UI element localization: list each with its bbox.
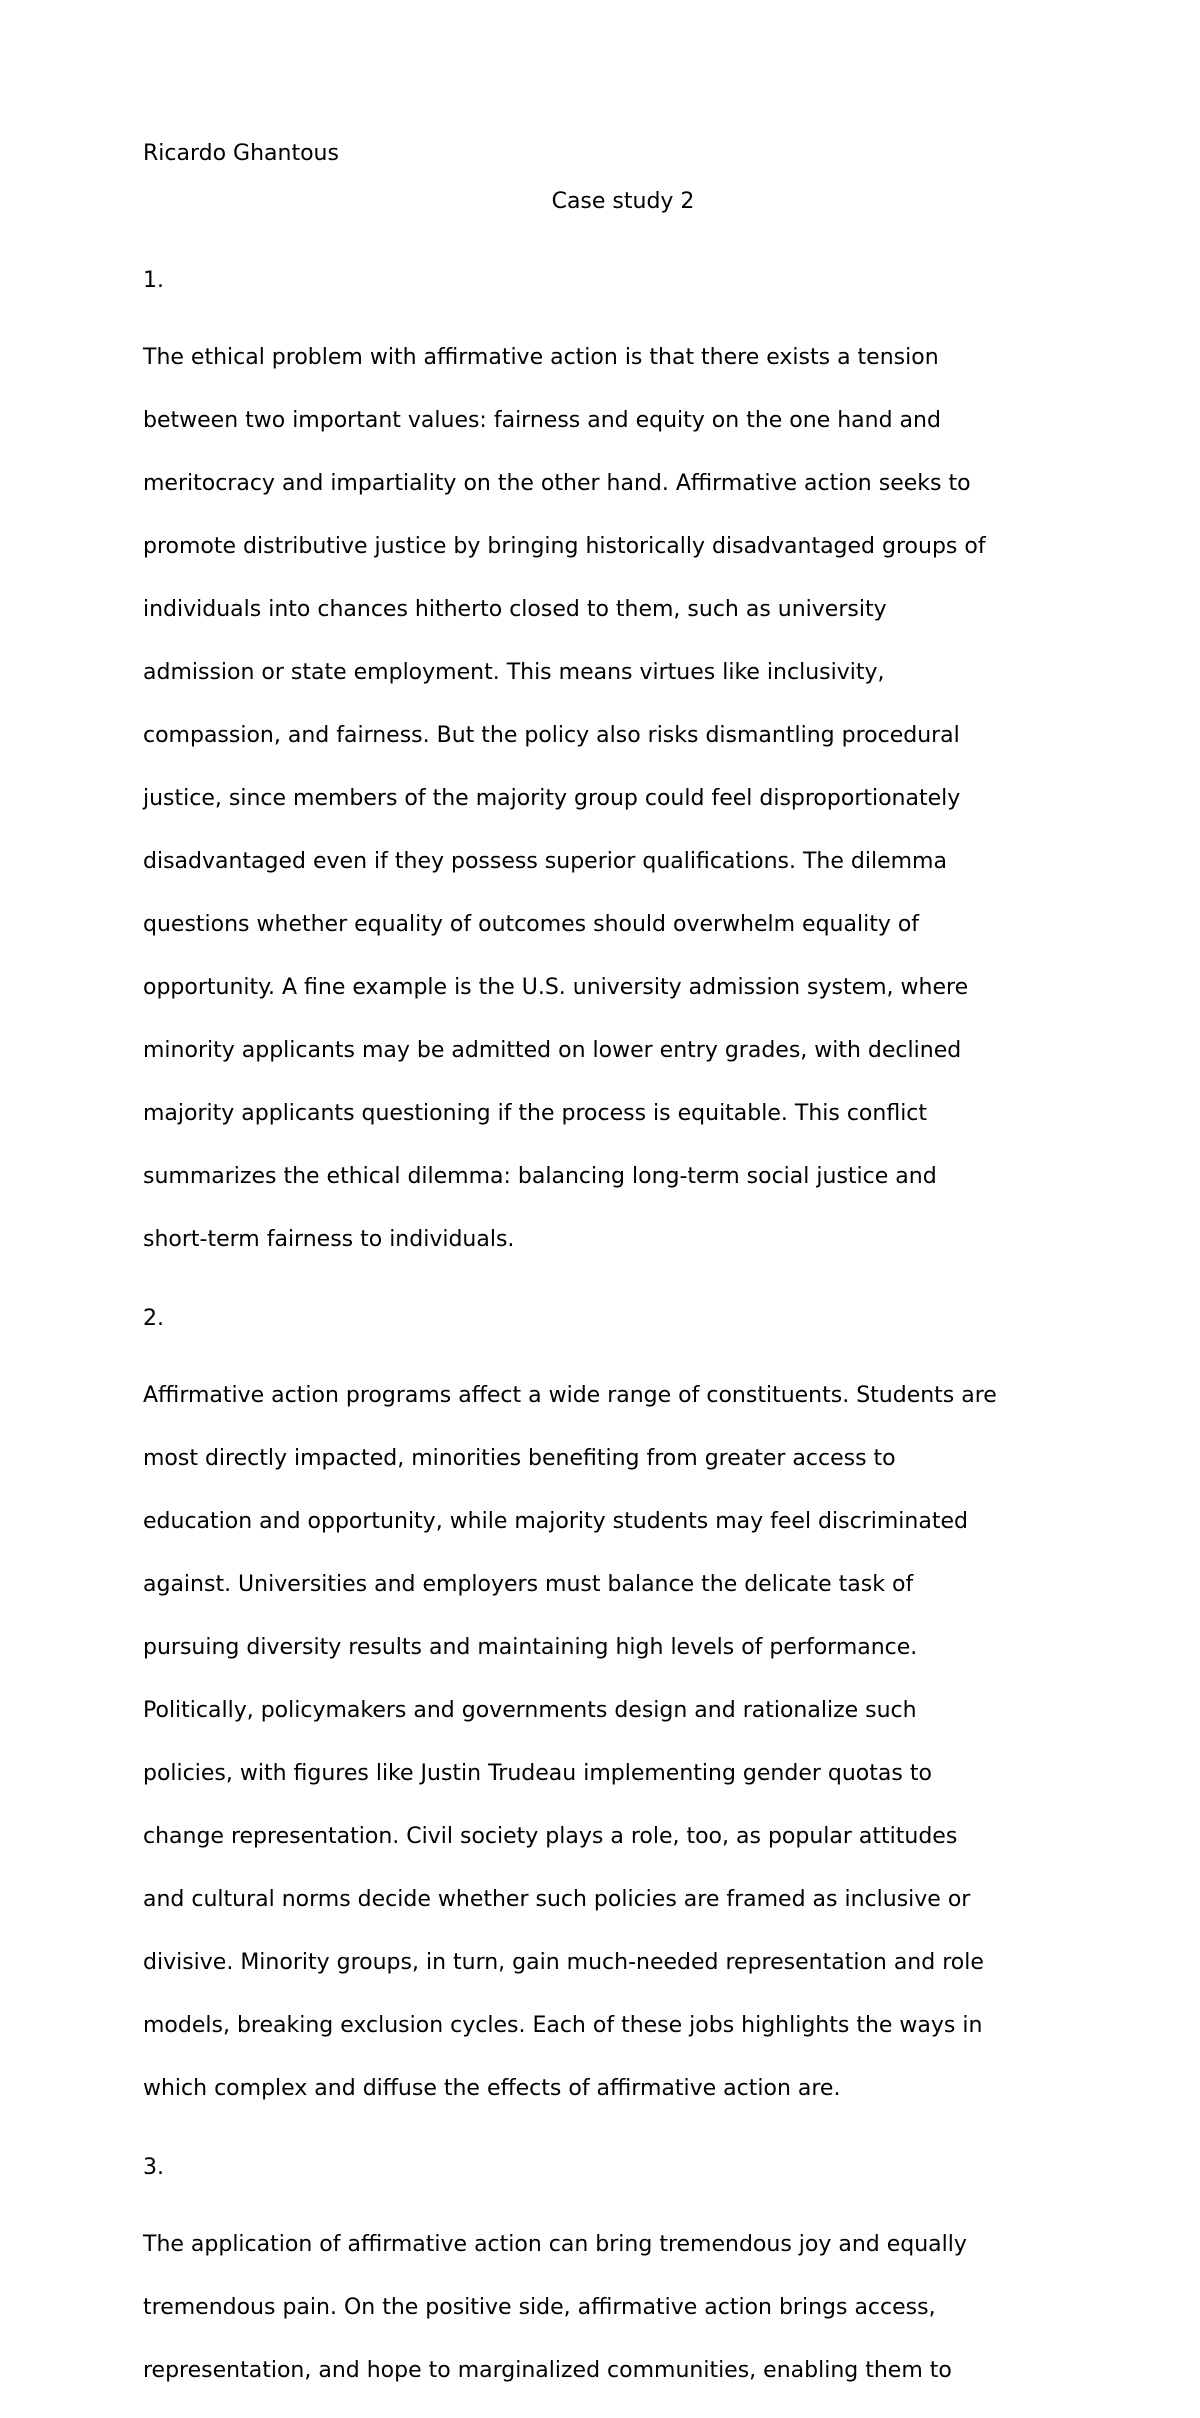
paragraph-line: between two important values: fairness and equity on the one hand and bbox=[143, 405, 1073, 437]
paragraph-line: and cultural norms decide whether such policies are framed as inclusive or bbox=[143, 1884, 1073, 1916]
paragraph-line: Affirmative action programs affect a wide range of constituents. Students are bbox=[143, 1380, 1073, 1412]
paragraph-line: Politically, policymakers and governments design and rationalize such bbox=[143, 1695, 1073, 1727]
paragraph-line: compassion, and fairness. But the policy also risks dismantling procedural bbox=[143, 720, 1073, 752]
paragraph-line: The application of affirmative action can bring tremendous joy and equally bbox=[143, 2229, 1073, 2261]
paragraph-line: summarizes the ethical dilemma: balancing long-term social justice and bbox=[143, 1161, 1073, 1193]
paragraph-line: meritocracy and impartiality on the other hand. Affirmative action seeks to bbox=[143, 468, 1073, 500]
section-paragraph bbox=[143, 2198, 1073, 2418]
author-name: Ricardo Ghantous bbox=[143, 138, 1073, 170]
paragraph-line: representation, and hope to marginalized communities, enabling them to bbox=[143, 2355, 1073, 2387]
paragraph-line: short-term fairness to individuals. bbox=[143, 1224, 1073, 1256]
paragraph-line: against. Universities and employers must balance the delicate task of bbox=[143, 1569, 1073, 1601]
paragraph-line: most directly impacted, minorities benefiting from greater access to bbox=[143, 1443, 1073, 1475]
section-paragraph bbox=[143, 1349, 1073, 2137]
paragraph-line: individuals into chances hitherto closed to them, such as university bbox=[143, 594, 1073, 626]
section-number: 3. bbox=[143, 2152, 1073, 2184]
paragraph-line: questions whether equality of outcomes should overwhelm equality of bbox=[143, 909, 1073, 941]
paragraph-line: disadvantaged even if they possess superior qualifications. The dilemma bbox=[143, 846, 1073, 878]
paragraph-line: justice, since members of the majority group could feel disproportionately bbox=[143, 783, 1073, 815]
paragraph-line: minority applicants may be admitted on lower entry grades, with declined bbox=[143, 1035, 1073, 1067]
paragraph-line: which complex and diffuse the effects of affirmative action are. bbox=[143, 2073, 1073, 2105]
paragraph-line: The ethical problem with affirmative action is that there exists a tension bbox=[143, 342, 1073, 374]
paragraph-line: education and opportunity, while majority students may feel discriminated bbox=[143, 1506, 1073, 1538]
paragraph-line: change representation. Civil society plays a role, too, as popular attitudes bbox=[143, 1821, 1073, 1853]
document-body bbox=[143, 138, 1073, 2418]
paragraph-line: policies, with figures like Justin Trudeau implementing gender quotas to bbox=[143, 1758, 1073, 1790]
section-paragraph bbox=[143, 311, 1073, 1288]
document-title: Case study 2 bbox=[143, 186, 1073, 218]
paragraph-line: divisive. Minority groups, in turn, gain much-needed representation and role bbox=[143, 1947, 1073, 1979]
paragraph-line: promote distributive justice by bringing historically disadvantaged groups of bbox=[143, 531, 1073, 563]
section-number: 1. bbox=[143, 265, 1073, 297]
paragraph-line: models, breaking exclusion cycles. Each of these jobs highlights the ways in bbox=[143, 2010, 1073, 2042]
paragraph-line: pursuing diversity results and maintaining high levels of performance. bbox=[143, 1632, 1073, 1664]
paragraph-line: majority applicants questioning if the process is equitable. This conflict bbox=[143, 1098, 1073, 1130]
section-number: 2. bbox=[143, 1303, 1073, 1335]
paragraph-line: admission or state employment. This means virtues like inclusivity, bbox=[143, 657, 1073, 689]
paragraph-line: tremendous pain. On the positive side, affirmative action brings access, bbox=[143, 2292, 1073, 2324]
paragraph-line: opportunity. A fine example is the U.S. university admission system, where bbox=[143, 972, 1073, 1004]
